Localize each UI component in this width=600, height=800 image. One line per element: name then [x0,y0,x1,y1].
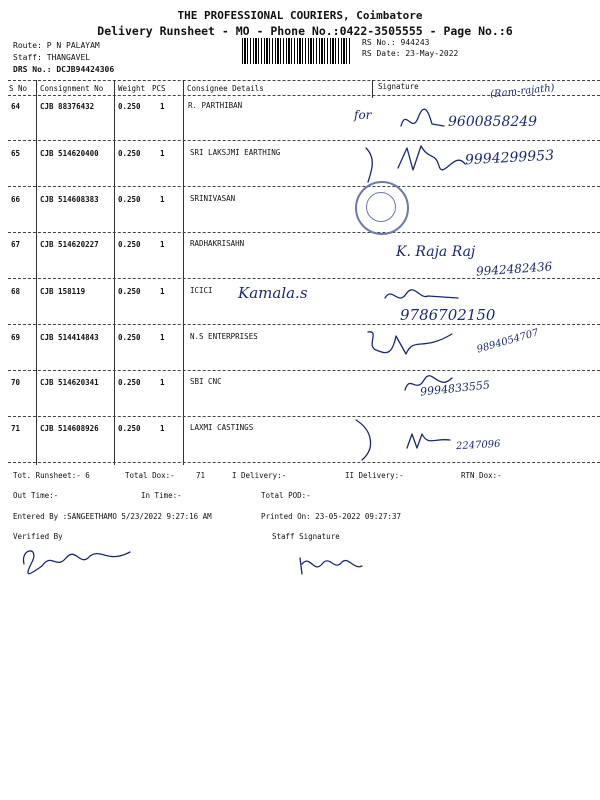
row-weight: 0.250 [118,287,141,296]
total-pod: Total POD:- [261,491,311,500]
row-sno: 67 [11,240,21,249]
handwritten-phone: 9894054707 [475,327,540,356]
company-stamp [355,181,409,235]
handwritten-name: (Ram-rajath) [489,82,556,101]
table-top-rule [8,80,600,81]
signature-scribble [398,106,448,136]
rtn-dox: RTN Dox:- [461,471,502,480]
row-consignee: R. PARTHIBAN [188,101,243,110]
row-weight: 0.250 [118,102,141,111]
col-divider [183,80,184,465]
row-consignee: SRINIVASAN [190,194,236,203]
drs-label: DRS No.: [13,65,52,74]
row-divider [8,140,600,141]
staff-value: THANGAVEL [46,53,91,62]
printed-on: Printed On: 23-05-2022 09:27:37 [261,512,401,521]
row-sno: 65 [11,149,21,158]
verified-by: Verified By [13,532,63,541]
row-sno: 64 [11,102,21,111]
row-consignee: SRI LAKSJMI EARTHING [190,148,281,157]
signature-scribble [362,326,457,368]
rs-no-field [362,38,429,47]
row-weight: 0.250 [118,424,141,433]
runsheet-subtitle: Delivery Runsheet - MO - Phone No.:0422-3505555 - Page No.:6 [97,24,513,38]
total-dox-label: Total Dox:- [125,471,175,480]
staff-signature-label: Staff Signature [272,532,340,541]
route-field [13,41,100,50]
row-consignment: CJB 88376432 [40,102,95,111]
row-divider [8,186,600,187]
handwritten-consignee-note: Kamala.s [238,284,308,302]
entered-by: Entered By :SANGEETHAMO 5/23/2022 9:27:16 AM [13,512,212,521]
row-sno: 69 [11,333,21,342]
rs-date-value: 23-May-2022 [405,49,459,58]
route-value: P N PALAYAM [46,41,100,50]
row-consignee: SBI CNC [190,377,222,386]
barcode [242,38,352,64]
col-pcs: PCS [152,84,166,93]
rs-no-value: 944243 [400,38,430,47]
handwritten-phone: 9994833555 [419,378,491,399]
signature-scribble [404,430,454,452]
row-pcs: 1 [160,240,165,249]
bracket-mark [352,418,392,462]
handwritten-phone: 2247096 [455,438,501,453]
out-time: Out Time:- [13,491,59,500]
staff-field [13,53,90,62]
i-delivery: I Delivery:- [232,471,287,480]
row-weight: 0.250 [118,240,141,249]
row-divider [8,232,600,233]
row-pcs: 1 [160,424,165,433]
row-sno: 68 [11,287,21,296]
drs-value: DCJB94424306 [56,65,115,74]
row-pcs: 1 [160,102,165,111]
row-consignee: ICICI [190,286,213,295]
col-divider [36,80,37,465]
row-consignment: CJB 514414843 [40,333,99,342]
row-pcs: 1 [160,195,165,204]
row-divider [8,278,600,279]
row-weight: 0.250 [118,195,141,204]
row-consignment: CJB 514620341 [40,378,99,387]
row-divider [8,370,600,371]
row-weight: 0.250 [118,378,141,387]
in-time: In Time:- [141,491,182,500]
staff-signature [296,550,366,582]
col-sno: S No [9,84,28,93]
row-sno: 66 [11,195,21,204]
drs-field [13,65,114,74]
ii-delivery: II Delivery:- [345,471,404,480]
row-consignment: CJB 514620400 [40,149,99,158]
col-consignment: Consignment No [40,84,104,93]
handwritten-note: for [354,108,372,122]
col-weight: Weight [118,84,146,93]
row-consignment: CJB 158119 [40,287,86,296]
col-divider [114,80,115,465]
tot-runsheet: Tot. Runsheet:- 6 [13,471,90,480]
row-sno: 71 [11,424,21,433]
row-pcs: 1 [160,333,165,342]
handwritten-phone: 9786702150 [400,306,496,324]
row-sno: 70 [11,378,21,387]
row-consignment: CJB 514608383 [40,195,99,204]
handwritten-phone: 9942482436 [475,259,553,279]
handwritten-name: K. Raja Raj [396,244,476,260]
row-pcs: 1 [160,149,165,158]
row-pcs: 1 [160,287,165,296]
row-weight: 0.250 [118,149,141,158]
col-signature: Signature [378,82,419,91]
rs-date-label: RS Date: [362,49,401,58]
staff-label: Staff: [13,53,42,62]
verifier-signature [18,542,138,578]
row-consignment: CJB 514620227 [40,240,99,249]
handwritten-phone: 9994299953 [464,147,555,169]
signature-scribble [395,142,470,180]
handwritten-phone: 9600858249 [448,114,538,130]
row-consignee: RADHAKRISAHN [190,239,245,248]
rs-date-field [362,49,458,58]
row-consignment: CJB 514608926 [40,424,99,433]
company-title: THE PROFESSIONAL COURIERS, Coimbatore [177,9,423,22]
row-divider [8,324,600,325]
rs-no-label: RS No.: [362,38,396,47]
row-pcs: 1 [160,378,165,387]
row-divider [8,416,600,417]
signature-scribble [382,284,462,308]
table-bottom-rule [8,462,600,463]
row-consignee: N.S ENTERPRISES [190,332,258,341]
col-divider [372,80,373,98]
total-dox-value: 71 [196,471,206,480]
col-consignee: Consignee Details [187,84,264,93]
route-label: Route: [13,41,42,50]
row-weight: 0.250 [118,333,141,342]
row-consignee: LAXMI CASTINGS [190,423,254,432]
